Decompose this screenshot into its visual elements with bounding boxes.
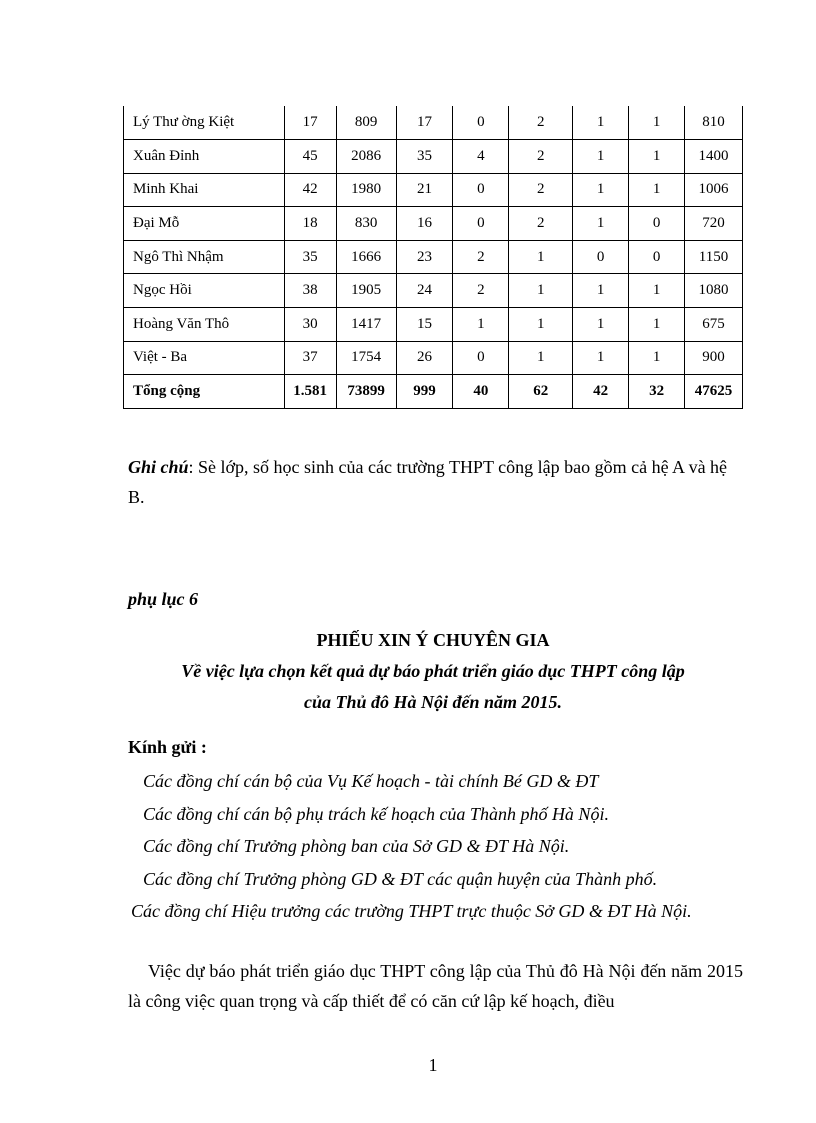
table-cell: 42 <box>284 173 336 207</box>
table-cell: 24 <box>396 274 453 308</box>
table-cell: 1080 <box>685 274 743 308</box>
table-cell: 42 <box>573 375 629 409</box>
form-subtitle-line-1: Về việc lựa chọn kết quả dự báo phát triển giáo dục THPT công lập <box>181 661 685 681</box>
recipient-list <box>128 765 728 928</box>
appendix-label: phụ lục 6 <box>128 589 199 609</box>
table-cell: 1 <box>573 106 629 140</box>
table-cell: 1150 <box>685 240 743 274</box>
table-cell: 45 <box>284 140 336 174</box>
table-cell: 23 <box>396 240 453 274</box>
recipient-item: Các đồng chí Trưởng phòng GD & ĐT các quận huyện của Thành phố. <box>143 868 658 889</box>
table-cell: 1666 <box>336 240 396 274</box>
table-cell: 18 <box>284 207 336 241</box>
table-cell: 720 <box>685 207 743 241</box>
table-cell: 830 <box>336 207 396 241</box>
table-cell: 1006 <box>685 173 743 207</box>
table-cell: 38 <box>284 274 336 308</box>
footnote-label: Ghi chú <box>128 457 189 477</box>
body-paragraph: Việc dự báo phát triển giáo dục THPT công lập của Thủ đô Hà Nội đến năm 2015 là công việc quan trọng và cấp thiết để có căn cứ lập kế hoạch, điều <box>128 961 743 1011</box>
table-cell: 1 <box>629 274 685 308</box>
table-cell: 40 <box>453 375 509 409</box>
footnote-text: : Sè lớp, số học sinh của các trường THPT công lập bao gồm cả hệ A và hệ B. <box>128 457 728 507</box>
table-cell: 17 <box>396 106 453 140</box>
table-row <box>124 140 743 174</box>
table-cell: 0 <box>453 341 509 375</box>
form-subtitle-line-2: của Thủ đô Hà Nội đến năm 2015. <box>303 692 563 712</box>
table-row <box>124 173 743 207</box>
table-cell: 1 <box>629 173 685 207</box>
table-cell: 1754 <box>336 341 396 375</box>
table-cell: 1 <box>509 240 573 274</box>
table-cell: 1 <box>573 341 629 375</box>
table-cell: 2 <box>453 240 509 274</box>
table-cell: 1 <box>453 308 509 342</box>
school-name-cell: Lý Thư ờng Kiệt <box>124 106 285 140</box>
page-number: 1 <box>428 1055 438 1075</box>
table-cell: 0 <box>453 207 509 241</box>
table-cell: 37 <box>284 341 336 375</box>
table-cell: 0 <box>453 106 509 140</box>
table-cell: 1 <box>509 274 573 308</box>
table-cell: 2 <box>509 106 573 140</box>
table-cell: 21 <box>396 173 453 207</box>
table-cell: 1 <box>573 173 629 207</box>
table-cell: 35 <box>284 240 336 274</box>
table-cell: 16 <box>396 207 453 241</box>
school-name-cell: Việt - Ba <box>124 341 285 375</box>
recipient-item: Các đồng chí Hiệu trưởng các trường THPT trực thuộc Sở GD & ĐT Hà Nội. <box>131 901 692 922</box>
table-row <box>124 308 743 342</box>
table-row <box>124 240 743 274</box>
school-name-cell: Ngọc Hồi <box>124 274 285 308</box>
table-cell: 1905 <box>336 274 396 308</box>
table-row <box>124 341 743 375</box>
table-cell: 0 <box>629 240 685 274</box>
table-cell: 15 <box>396 308 453 342</box>
table-cell: 2 <box>509 140 573 174</box>
table-cell: 1.581 <box>284 375 336 409</box>
recipient-item: Các đồng chí Trưởng phòng ban của Sở GD & ĐT Hà Nội. <box>143 836 570 857</box>
table-cell: 2 <box>453 274 509 308</box>
form-title: PHIẾU XIN Ý CHUYÊN GIA <box>316 630 550 650</box>
recipient-item: Các đồng chí cán bộ phụ trách kế hoạch của Thành phố Hà Nội. <box>143 803 609 824</box>
table-cell: 73899 <box>336 375 396 409</box>
table-cell: 17 <box>284 106 336 140</box>
table-cell: 900 <box>685 341 743 375</box>
table-cell: 1 <box>573 274 629 308</box>
table-cell: 1 <box>629 308 685 342</box>
table-cell: 47625 <box>685 375 743 409</box>
table-footnote <box>128 452 743 512</box>
school-name-cell: Ngô Thì Nhậm <box>124 240 285 274</box>
table-cell: 2086 <box>336 140 396 174</box>
school-name-cell: Hoàng Văn Thô <box>124 308 285 342</box>
table-cell: 810 <box>685 106 743 140</box>
school-name-cell: Đại Mỗ <box>124 207 285 241</box>
table-cell: 26 <box>396 341 453 375</box>
table-cell: 675 <box>685 308 743 342</box>
table-cell: 1417 <box>336 308 396 342</box>
table-cell: 1 <box>629 106 685 140</box>
school-statistics-table <box>123 106 743 409</box>
total-label-cell: Tổng cộng <box>124 375 285 409</box>
school-name-cell: Minh Khai <box>124 173 285 207</box>
table-cell: 0 <box>573 240 629 274</box>
table-cell: 1 <box>573 140 629 174</box>
table-cell: 999 <box>396 375 453 409</box>
table-cell: 4 <box>453 140 509 174</box>
table-cell: 2 <box>509 207 573 241</box>
greeting: Kính gửi : <box>128 737 207 757</box>
table-cell: 32 <box>629 375 685 409</box>
recipient-item: Các đồng chí cán bộ của Vụ Kế hoạch - tài chính Bé GD & ĐT <box>143 771 599 791</box>
table-cell: 2 <box>509 173 573 207</box>
table-cell: 0 <box>629 207 685 241</box>
school-name-cell: Xuân Đỉnh <box>124 140 285 174</box>
table-cell: 1400 <box>685 140 743 174</box>
table-cell: 0 <box>453 173 509 207</box>
table-cell: 1 <box>509 341 573 375</box>
table-cell: 1 <box>629 341 685 375</box>
table-cell: 1 <box>573 308 629 342</box>
table-cell: 1 <box>509 308 573 342</box>
table-cell: 1 <box>629 140 685 174</box>
table-cell: 1 <box>573 207 629 241</box>
table-cell: 35 <box>396 140 453 174</box>
total-row <box>124 375 743 409</box>
table-cell: 809 <box>336 106 396 140</box>
table-cell: 1980 <box>336 173 396 207</box>
table-row <box>124 274 743 308</box>
table-row <box>124 207 743 241</box>
table-row <box>124 106 743 140</box>
table-cell: 62 <box>509 375 573 409</box>
table-cell: 30 <box>284 308 336 342</box>
